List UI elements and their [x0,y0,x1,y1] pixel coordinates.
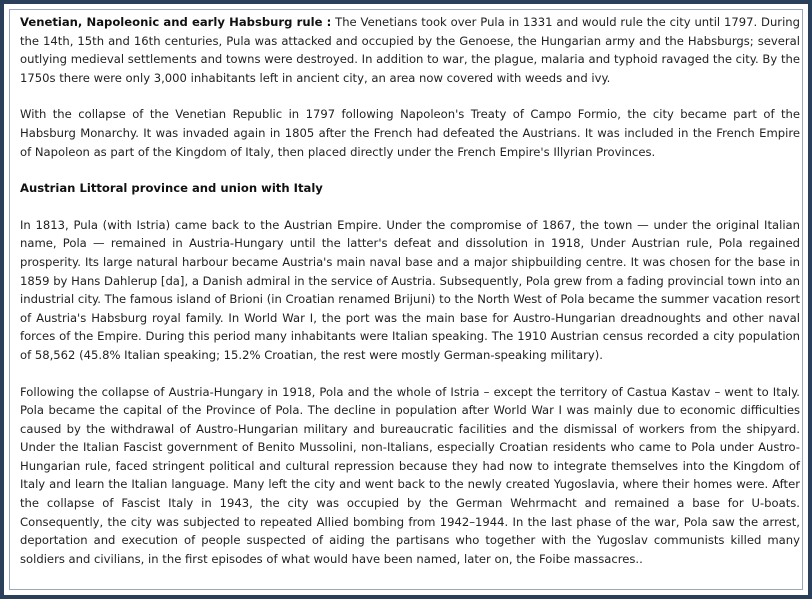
paragraph-venetian-rule-text: The Venetians took over Pula in 1331 and would rule the city until 1797. During the 14th, 15th and 16th centuries, Pula was attacked and occupied by the Genoese, the Hungarian army and the Habsburgs; several outlying medieval settlements and towns were destroyed. In addition to war, the plague, malaria and typhoid ravaged the city. By the 1750s there were only 3,000 inhabitants left in ancient city, an area now covered with weeds and ivy. [20,15,800,85]
paragraph-austrian-empire: In 1813, Pula (with Istria) came back to the Austrian Empire. Under the compromise of 1867, the town — under the original Italian name, Pola — remained in Austria-Hungary until the latter's defeat and dissolution in 1918, Under Austrian rule, Pola regained prosperity. Its large natural harbour became Austria's main naval base and a major shipbuilding centre. It was chosen for the base in 1859 by Hans Dahlerup [da], a Danish admiral in the service of Austria. Subsequently, Pola grew from a fading provincial town into an industrial city. The famous island of Brioni (in Croatian renamed Brijuni) to the North West of Pola became the summer vacation resort of Austria's Habsburg royal family. In World War I, the port was the main base for Austro-Hungarian dreadnoughts and other naval forces of the Empire. During this period many inhabitants were Italian speaking. The 1910 Austrian census recorded a city population of 58,562 (45.8% Italian speaking; 15.2% Croatian, the rest were mostly German-speaking military). [20,217,800,362]
section-title-venetian-rule: Venetian, Napoleonic and early Habsburg rule : [20,15,332,29]
paragraph-italian-rule: Following the collapse of Austria-Hungary in 1918, Pola and the whole of Istria – except the territory of Castua Kastav – went to Italy. Pola became the capital of the Province of Pola. The decline in population after World War I was mainly due to economic difficulties caused by the withdrawal of Austro-Hungarian military and bureaucratic facilities and the dismissal of workers from the shipyard. Under the Italian Fascist government of Benito Mussolini, non-Italians, especially Croatian residents who came to Pola under Austro-Hungarian rule, faced stringent political and cultural repression because they had now to integrate themselves into the Kingdom of Italy and learn the Italian language. Many left the city and went back to the newly created Yugoslavia, where their homes were. After the collapse of Fascist Italy in 1943, the city was occupied by the German Wehrmacht and remained a base for U-boats. Consequently, the city was subjected to repeated Allied bombing from 1942–1944. In the last phase of the war, Pola saw the arrest, deportation and execution of people suspected of aiding the partisans who together with the Yugoslav communists killed many soldiers and civilians, in the first episodes of what would have been named, later on, the Foibe massacres.. [20,384,800,566]
section-heading-austrian-littoral: Austrian Littoral province and union with Italy [20,181,323,196]
paragraph-venetian-rule [20,13,800,87]
document-body [20,13,800,568]
paragraph-habsburg-monarchy: With the collapse of the Venetian Republic in 1797 following Napoleon's Treaty of Campo Formio, the city became part of the Habsburg Monarchy. It was invaded again in 1805 after the French had defeated the Austrians. It was included in the French Empire of Napoleon as part of the Kingdom of Italy, then placed directly under the French Empire's Illyrian Provinces. [20,107,800,159]
